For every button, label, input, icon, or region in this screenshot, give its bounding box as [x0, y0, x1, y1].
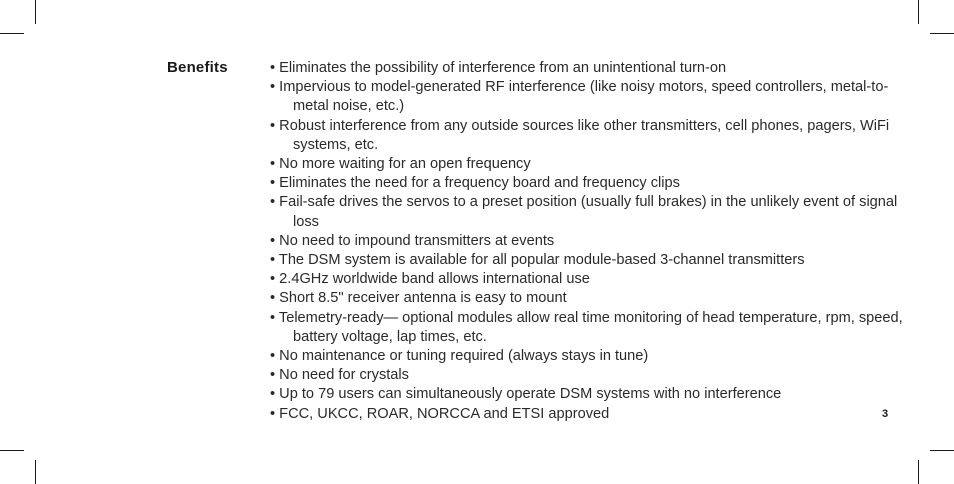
list-item-text: Eliminates the need for a frequency board and frequency clips [279, 175, 680, 192]
crop-mark-bottom-left-vertical [35, 460, 36, 484]
bullet-icon: • [270, 271, 276, 288]
list-item-text: 2.4GHz worldwide band allows international use [279, 271, 590, 288]
crop-mark-top-right-vertical [918, 0, 919, 24]
list-item-text: Impervious to model-generated RF interference (like noisy motors, speed controllers, metal-to-metal noise, etc.) [279, 79, 889, 115]
list-item [258, 385, 908, 404]
list-item [258, 117, 908, 155]
list-item-text: FCC, UKCC, ROAR, NORCCA and ETSI approved [279, 405, 610, 422]
page-number: 3 [882, 408, 889, 420]
bullet-icon: • [270, 232, 276, 249]
list-item [258, 405, 908, 424]
list-item-text: No more waiting for an open frequency [279, 156, 531, 173]
list-item [258, 155, 908, 174]
crop-mark-top-left-horizontal [0, 33, 24, 34]
list-item [258, 347, 908, 366]
list-item-text: Short 8.5" receiver antenna is easy to mount [279, 290, 567, 307]
bullet-icon: • [270, 60, 276, 76]
bullet-icon: • [270, 79, 276, 96]
list-item [258, 174, 908, 193]
bullet-icon: • [270, 348, 276, 365]
list-item-text: No maintenance or tuning required (always stays in tune) [279, 348, 649, 365]
list-item [258, 366, 908, 385]
bullet-icon: • [270, 117, 276, 134]
bullet-icon: • [270, 290, 276, 307]
benefits-list [258, 59, 908, 424]
list-item-text: Robust interference from any outside sources like other transmitters, cell phones, pagers, WiFi systems, etc. [279, 117, 890, 153]
bullet-icon: • [270, 386, 276, 403]
list-item [258, 309, 908, 347]
bullet-icon: • [270, 156, 276, 173]
bullet-icon: • [270, 194, 276, 211]
bullet-icon: • [270, 405, 276, 422]
bullet-icon: • [270, 252, 276, 269]
crop-mark-bottom-right-horizontal [930, 450, 954, 451]
crop-mark-top-right-horizontal [930, 33, 954, 34]
list-item-text: Eliminates the possibility of interference from an unintentional turn-on [279, 60, 727, 76]
list-item [258, 251, 908, 270]
section-title: Benefits [167, 59, 228, 76]
list-item-text: Telemetry-ready— optional modules allow real time monitoring of head temperature, rpm, speed, battery voltage, lap times, etc. [278, 309, 903, 345]
bullet-icon: • [270, 309, 276, 326]
bullet-icon: • [270, 367, 276, 384]
crop-mark-bottom-left-horizontal [0, 450, 24, 451]
list-item [258, 193, 908, 231]
list-item-text: No need for crystals [279, 367, 409, 384]
list-item-text: No need to impound transmitters at events [279, 232, 555, 249]
list-item [258, 78, 908, 116]
bullet-icon: • [270, 175, 276, 192]
list-item [258, 270, 908, 289]
list-item-text: Fail-safe drives the servos to a preset position (usually full brakes) in the unlikely event of signal loss [279, 194, 898, 230]
list-item [258, 289, 908, 308]
list-item [258, 232, 908, 251]
list-item-text: Up to 79 users can simultaneously operate DSM systems with no interference [279, 386, 782, 403]
crop-mark-bottom-right-vertical [918, 460, 919, 484]
crop-mark-top-left-vertical [35, 0, 36, 24]
list-item [258, 59, 908, 78]
list-item-text: The DSM system is available for all popular module-based 3-channel transmitters [278, 252, 805, 269]
